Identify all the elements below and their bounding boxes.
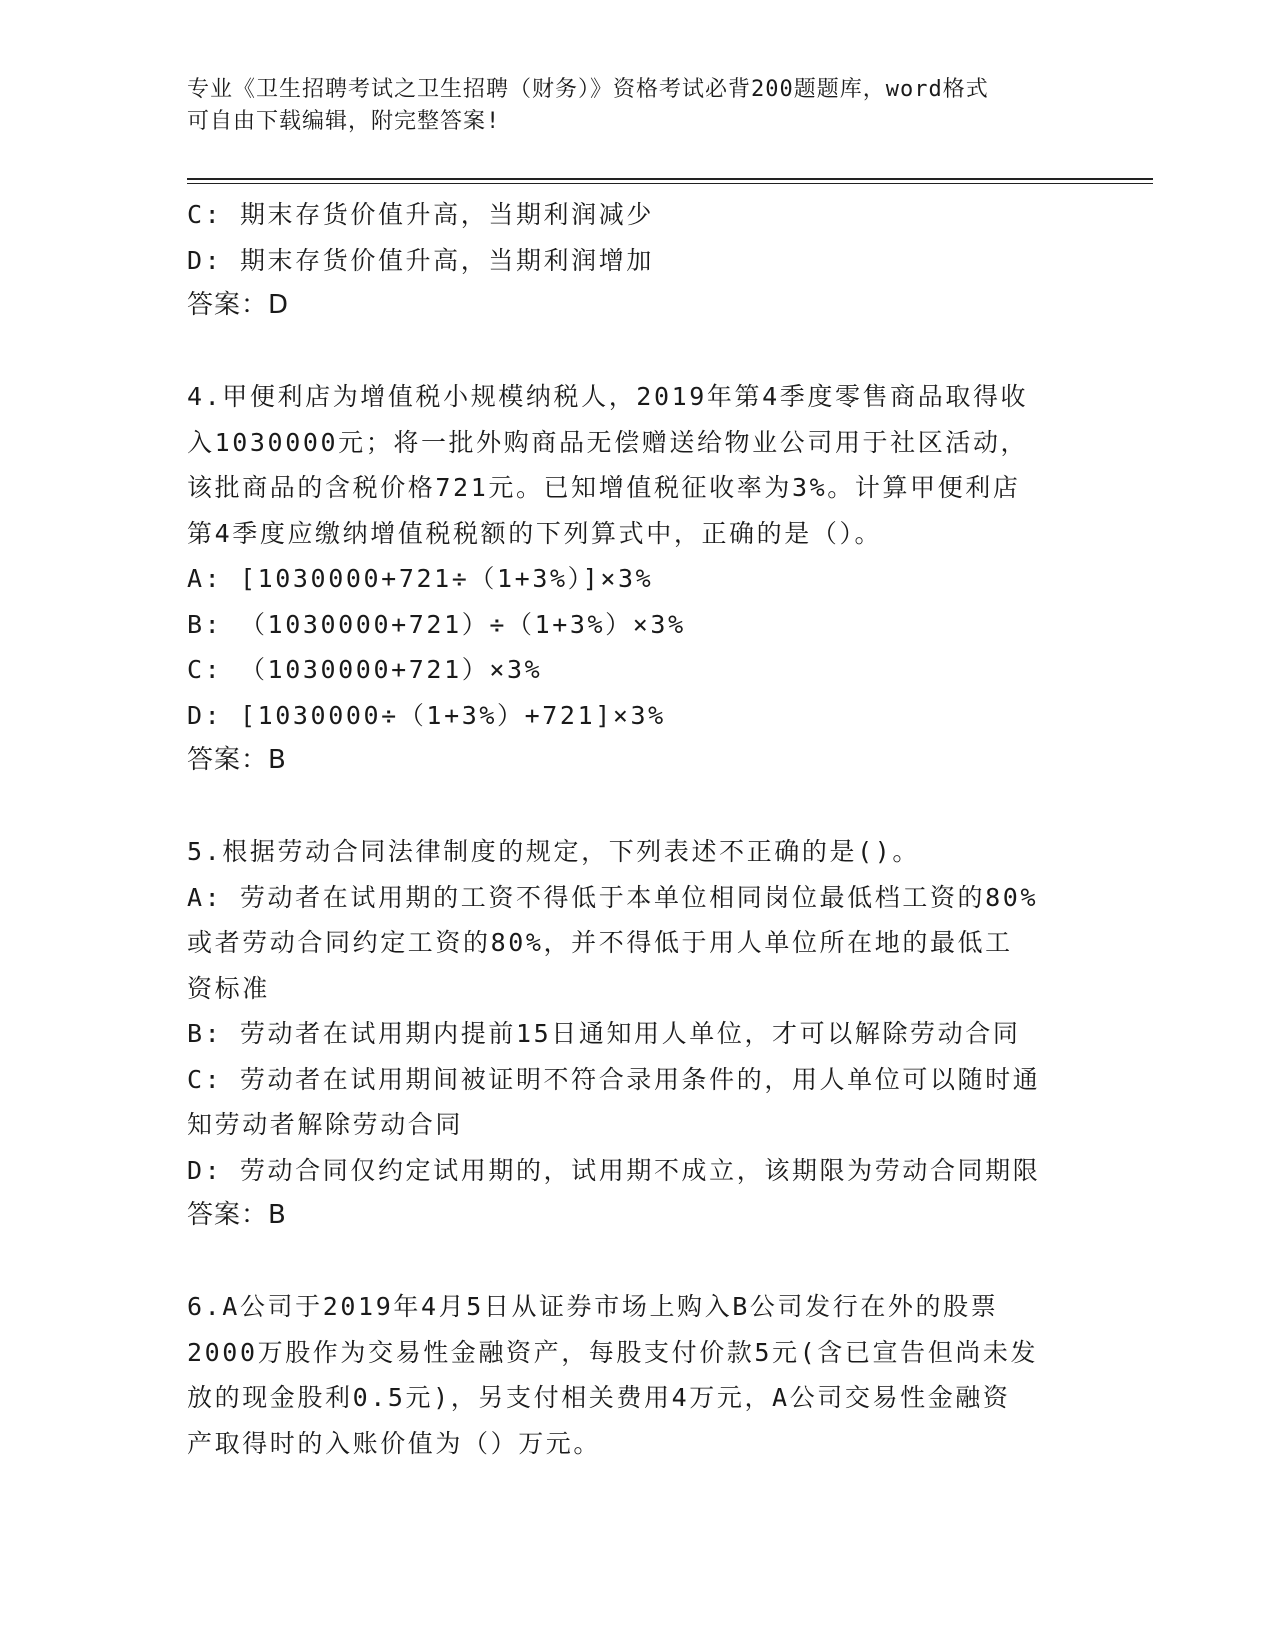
q5-option-d: D: 劳动合同仅约定试用期的，试用期不成立，该期限为劳动合同期限 [187,1155,1041,1185]
q6-stem-line: 2000万股作为交易性金融资产，每股支付价款5元(含已宣告但尚未发 [187,1337,1039,1367]
q5-option-c-line: C: 劳动者在试用期间被证明不符合录用条件的，用人单位可以随时通 [187,1064,1041,1094]
q5-option-a-line: A: 劳动者在试用期的工资不得低于本单位相同岗位最低档工资的80% [187,882,1039,912]
q4-stem-line: 该批商品的含税价格721元。已知增值税征收率为3%。计算甲便利店 [187,473,1021,502]
document-header [187,74,1067,138]
question-3 [187,192,1087,329]
q4-option-c: C: （1030000+721）×3% [187,655,543,684]
spacer [187,1239,1087,1285]
q3-option-c: C: 期末存货价值升高，当期利润减少 [187,200,654,229]
question-6 [187,1284,1087,1466]
q6-stem-line: 6.A公司于2019年4月5日从证券市场上购入B公司发行在外的股票 [187,1292,999,1321]
q4-stem-line: 入1030000元；将一批外购商品无偿赠送给物业公司用于社区活动， [187,427,1029,457]
q6-stem-line: 放的现金股利0.5元)，另支付相关费用4万元，A公司交易性金融资 [187,1383,1011,1412]
q4-stem-line: 第4季度应缴纳增值税税额的下列算式中，正确的是（）。 [187,518,883,548]
q5-answer: 答案：B [187,1200,287,1230]
q4-option-b: B: （1030000+721）÷（1+3%）×3% [187,609,686,639]
q5-option-a-line: 或者劳动合同约定工资的80%，并不得低于用人单位所在地的最低工 [187,928,1013,957]
q4-option-a: A: [1030000+721÷（1+3%）]×3% [187,564,654,593]
header-divider-thin [187,183,1153,184]
header-divider-thick [187,178,1153,180]
spacer [187,784,1087,830]
question-5 [187,829,1087,1239]
q5-option-b: B: 劳动者在试用期内提前15日通知用人单位，才可以解除劳动合同 [187,1019,1021,1048]
q5-option-c-line: 知劳动者解除劳动合同 [187,1110,464,1139]
q4-option-d: D: [1030000÷（1+3%）+721]×3% [187,700,666,730]
q4-stem-line: 4.甲便利店为增值税小规模纳税人，2019年第4季度零售商品取得收 [187,382,1029,411]
question-content [187,192,1087,1466]
q5-stem: 5.根据劳动合同法律制度的规定，下列表述不正确的是()。 [187,837,921,866]
q6-stem-line: 产取得时的入账价值为（）万元。 [187,1428,602,1458]
spacer [187,329,1087,375]
question-4 [187,374,1087,784]
q3-option-d: D: 期末存货价值升高，当期利润增加 [187,245,654,275]
q5-option-a-line: 资标准 [187,973,270,1003]
header-title-line-1: 专业《卫生招聘考试之卫生招聘（财务）》资格考试必背200题题库，word格式 [187,77,989,102]
q4-answer: 答案：B [187,745,287,775]
q3-answer: 答案：D [187,290,290,320]
header-title-line-2: 可自由下载编辑，附完整答案! [187,109,501,134]
